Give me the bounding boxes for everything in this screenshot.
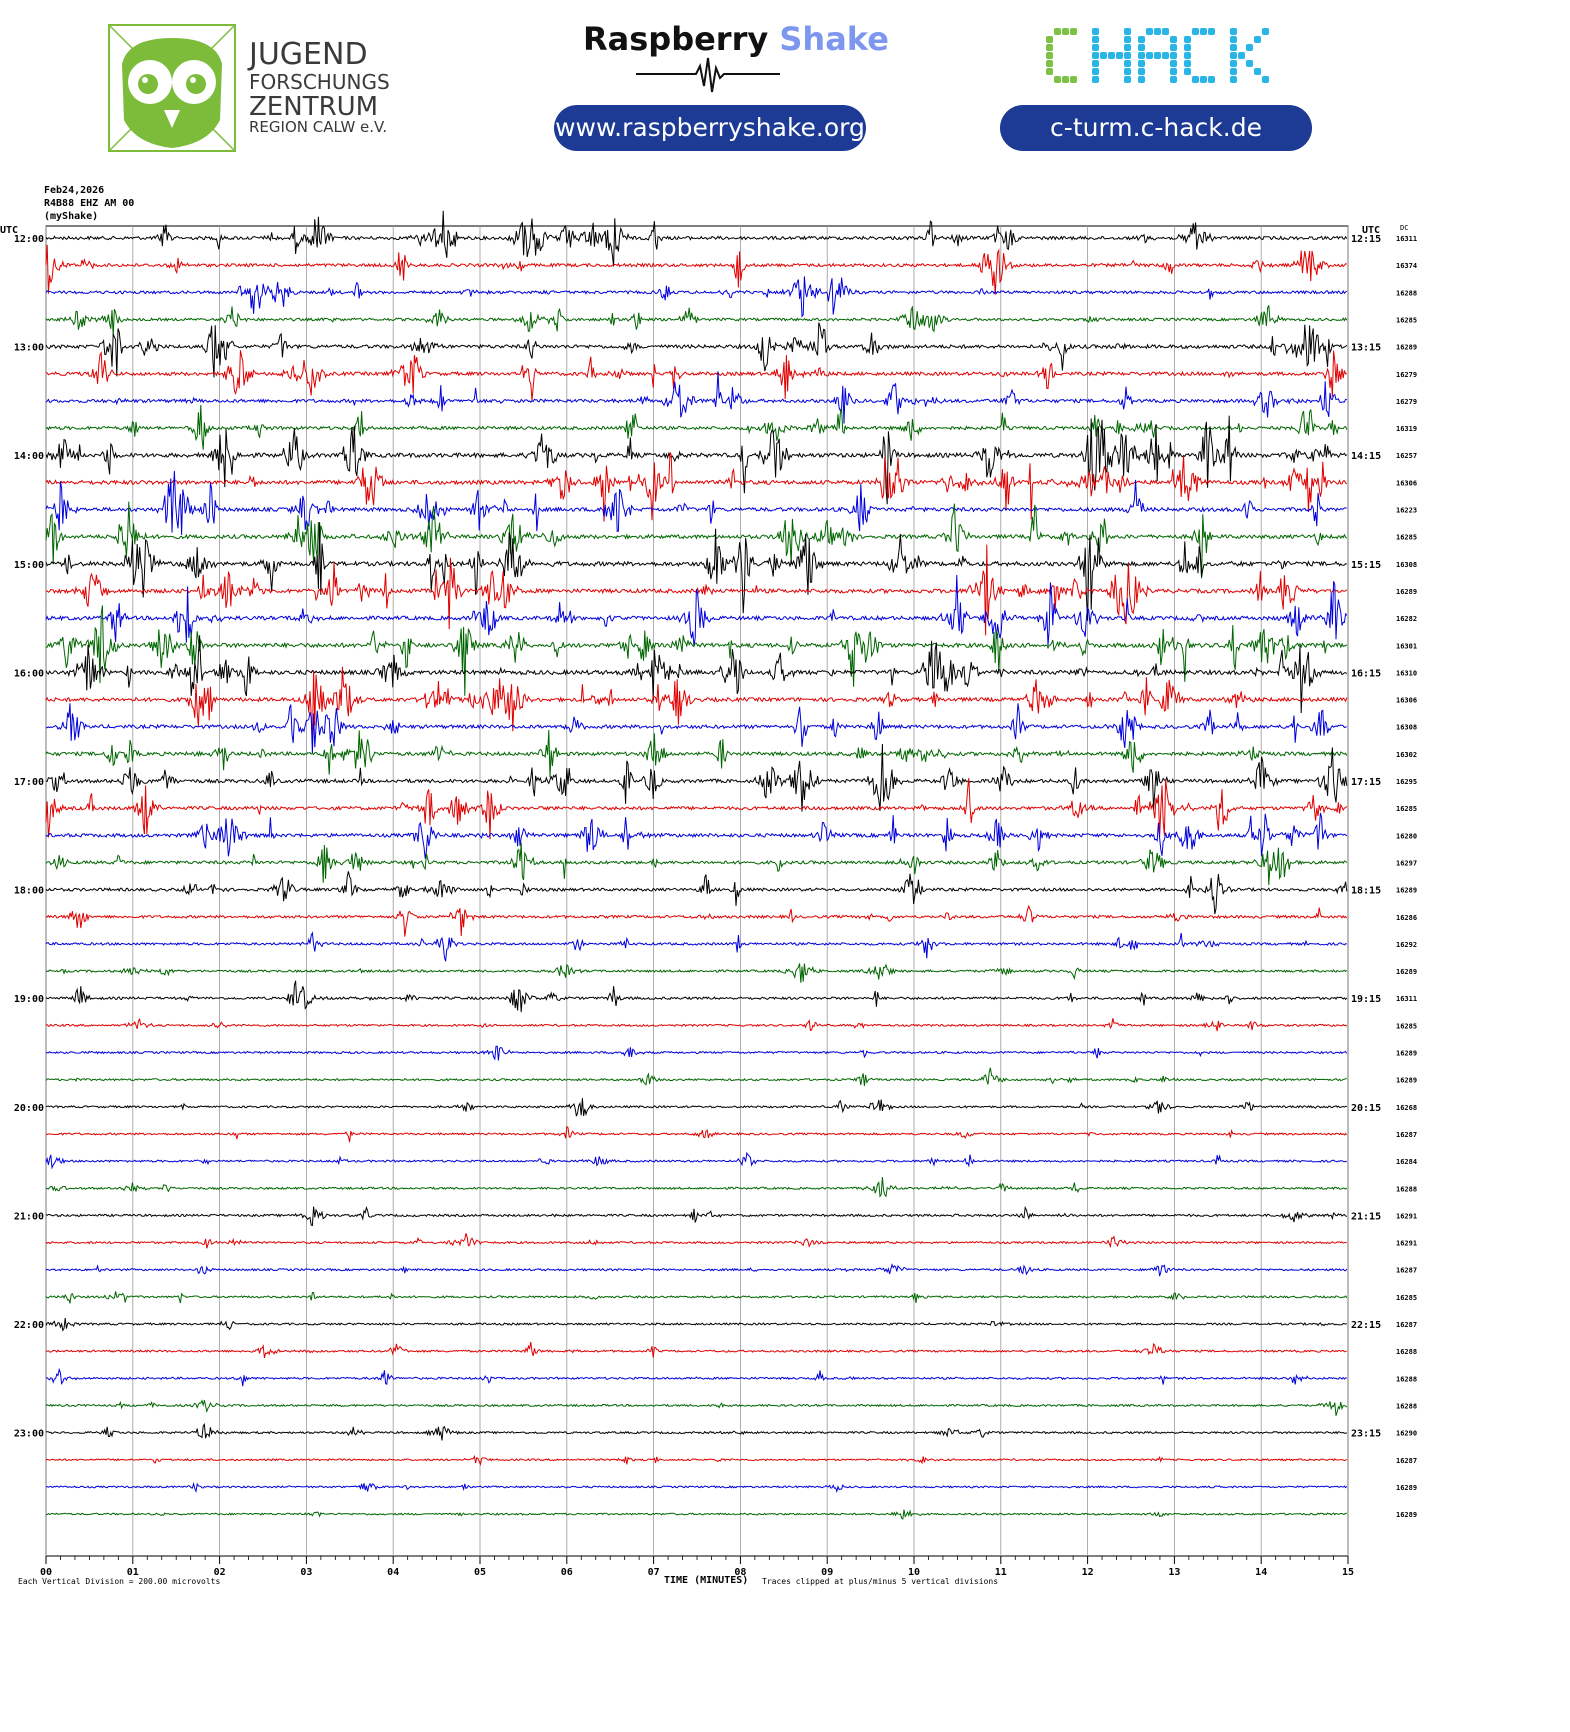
y-right-label: 15:15 [1351,559,1382,571]
x-tick-label: 07 [647,1567,660,1578]
y-right-label: 12:15 [1351,234,1382,245]
dc-offset-label: 16268 [1396,1103,1418,1112]
dc-offset-label: 16308 [1396,723,1418,732]
y-left-label: 15:00 [13,559,44,571]
dc-offset-label: 16288 [1396,1348,1418,1357]
plot-date: Feb24,2026 [44,185,105,196]
x-tick-label: 03 [300,1567,313,1578]
y-left-label: 17:00 [13,777,44,788]
trace-line [46,452,1347,521]
trace-line [46,1342,1347,1358]
dc-offset-label: 16287 [1396,1130,1418,1139]
trace-line [46,1153,1347,1168]
y-right-label: 13:15 [1351,342,1382,354]
dc-offset-label: 16279 [1396,370,1418,379]
trace-line [46,1483,1347,1491]
dc-offset-label: 16286 [1396,913,1418,922]
trace-line [46,502,1347,579]
y-left-label: 16:00 [13,668,44,680]
dc-offset-label: 16289 [1396,1483,1418,1492]
y-right-label: 19:15 [1351,994,1382,1006]
y-right-label: 14:15 [1351,451,1382,463]
y-left-label: 23:00 [13,1428,44,1440]
trace-line [46,1318,1347,1330]
y-left-label: 21:00 [13,1211,44,1223]
x-tick-label: 01 [126,1567,139,1578]
trace-line [46,1291,1347,1303]
raspberryshake-link[interactable]: www.raspberryshake.org [554,105,866,151]
x-tick-label: 15 [1341,1567,1355,1578]
dc-offset-label: 16285 [1396,533,1418,542]
trace-line [46,1098,1347,1116]
dc-offset-label: 16289 [1396,587,1418,596]
chack-link[interactable]: c-turm.c-hack.de [1000,105,1312,151]
trace-line [46,276,1347,316]
trace-line [46,372,1347,424]
trace-line [46,813,1347,859]
right-unit: UTC [1362,225,1381,236]
plot-info [44,184,134,223]
trace-line [46,1207,1347,1226]
dc-offset-label: 16292 [1396,940,1418,949]
trace-line [46,1265,1347,1276]
dc-offset-label: 16280 [1396,832,1418,841]
trace-line [46,575,1347,646]
jfz-line-3: ZENTRUM [249,92,379,122]
trace-line [46,1424,1347,1440]
trace-line [46,843,1347,886]
x-tick-label: 06 [560,1567,573,1578]
dc-offset-label: 16288 [1396,1185,1418,1194]
dc-offset-label: 16374 [1396,262,1418,271]
trace-line [46,906,1347,937]
left-unit: UTC [0,225,19,236]
dc-offset-label: 16289 [1396,1511,1418,1520]
division-note: Each Vertical Division = 200.00 microvolts [18,1577,221,1586]
y-right-label: 18:15 [1351,885,1382,897]
trace-line [46,703,1347,753]
dc-offset-label: 16289 [1396,343,1418,352]
y-right-label: 21:15 [1351,1211,1382,1223]
dc-offset-label: 16288 [1396,1402,1418,1411]
dc-offset-label: 16301 [1396,642,1418,651]
y-right-label: 16:15 [1351,668,1382,680]
trace-line [46,323,1347,378]
jfz-line-1: JUGEND [249,37,368,72]
plot-source: (myShake) [44,211,99,222]
y-left-label: 12:00 [13,234,44,245]
trace-line [46,1018,1347,1031]
dc-offset-label: 16291 [1396,1239,1418,1248]
traces [46,211,1347,1519]
trace-line [46,1400,1347,1416]
trace-line [46,667,1347,742]
trace-line [46,933,1347,961]
dc-offset-label: 16287 [1396,1266,1418,1275]
x-tick-label: 11 [994,1567,1007,1578]
y-left-label: 13:00 [13,342,44,354]
y-right-label: 17:15 [1351,777,1382,788]
x-tick-label: 02 [213,1567,226,1578]
trace-line [46,871,1347,914]
dc-offset-label: 16289 [1396,968,1418,977]
dc-offset-label: 16282 [1396,615,1418,624]
x-tick-label: 08 [734,1567,747,1578]
dc-offset-label: 16284 [1396,1158,1418,1167]
dc-offset-label: 16311 [1396,995,1418,1004]
trace-line [46,350,1347,400]
clip-note: Traces clipped at plus/minus 5 vertical divisions [762,1577,999,1586]
dc-offset-label: 16288 [1396,1375,1418,1384]
y-left-label: 22:00 [13,1320,44,1331]
trace-line [46,1046,1347,1060]
dc-offset-label: 16306 [1396,479,1418,488]
dc-offset-label: 16287 [1396,1321,1418,1329]
dc-offset-label: 16297 [1396,859,1418,868]
y-left-label: 18:00 [13,885,44,897]
dc-offset-label: 16285 [1396,805,1418,814]
dc-offset-label: 16295 [1396,778,1418,786]
dc-offset-label: 16311 [1396,235,1418,243]
trace-line [46,1068,1347,1086]
plot-station: R4B88 EHZ AM 00 [44,198,135,209]
x-tick-label: 10 [907,1567,921,1578]
rs-word-1: Raspberry [583,20,769,58]
dc-offset-label: 16319 [1396,425,1418,434]
dc-offset-label: 16279 [1396,397,1418,406]
dc-offset-label: 16289 [1396,1076,1418,1085]
dc-offset-label: 16308 [1396,560,1418,569]
dc-offset-label: 16223 [1396,506,1418,515]
x-tick-label: 04 [387,1567,400,1578]
dc-offset-label: 16257 [1396,452,1418,461]
y-right-label: 22:15 [1351,1320,1382,1331]
x-tick-label: 05 [473,1567,487,1578]
dc-offset-label: 16285 [1396,1022,1418,1031]
y-left-label: 14:00 [13,451,44,463]
x-tick-label: 12 [1081,1567,1094,1578]
trace-line [46,1370,1347,1387]
trace-line [46,963,1347,982]
trace-line [46,981,1347,1012]
trace-line [46,1456,1347,1464]
x-tick-label: 14 [1255,1567,1268,1578]
trace-line [46,1510,1347,1519]
dc-offset-label: 16290 [1396,1429,1418,1438]
dc-offset-label: 16285 [1396,316,1418,325]
x-tick-label: 09 [821,1567,834,1578]
x-tick-label: 00 [39,1567,53,1578]
dc-offset-label: 16287 [1396,1456,1418,1465]
x-tick-label: 13 [1168,1567,1181,1578]
dc-label: DC [1400,224,1409,232]
dc-offset-label: 16288 [1396,289,1418,298]
dc-offset-label: 16306 [1396,696,1418,705]
trace-line [46,1233,1347,1248]
y-right-label: 23:15 [1351,1428,1382,1440]
trace-line [46,245,1347,295]
rs-word-2: Shake [779,20,889,58]
dc-offset-label: 16289 [1396,886,1418,895]
trace-line [46,1127,1347,1143]
trace-line [46,305,1347,335]
dc-offset-label: 16291 [1396,1212,1418,1221]
trace-line [46,778,1347,839]
x-axis-label: TIME (MINUTES) [664,1575,749,1586]
jfz-line-2: FORSCHUNGS [249,70,390,94]
dc-offset-label: 16310 [1396,669,1418,678]
dc-offset-label: 16302 [1396,750,1418,759]
jfz-line-4: REGION CALW e.V. [249,118,388,136]
y-left-label: 20:00 [13,1102,44,1114]
trace-line [46,211,1347,267]
dc-offset-label: 16285 [1396,1293,1418,1302]
y-right-label: 20:15 [1351,1102,1382,1114]
trace-line [46,1177,1347,1196]
y-left-label: 19:00 [13,994,44,1006]
grid-lines [46,226,1348,1564]
dc-offset-label: 16289 [1396,1049,1418,1058]
